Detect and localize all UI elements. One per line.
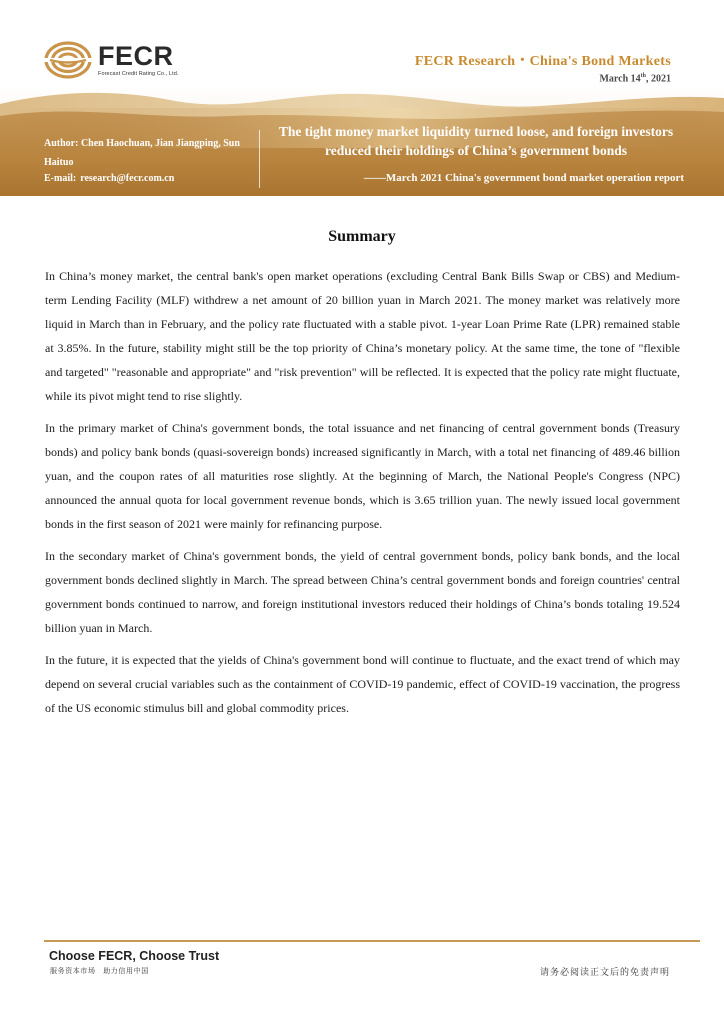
series-title: FECR Research・China's Bond Markets [414,54,671,69]
logo-wordmark: FECR [98,40,174,71]
author-email [44,173,174,184]
summary-body [45,264,680,728]
logo-subtitle: Forecast Credit Rating Co., Ltd. [98,70,179,77]
report-date-suffix: th [640,73,646,79]
summary-paragraph-secondary-market: In the secondary market of China's government bonds, the yield of central government bonds, policy bank bonds, and the local government bonds declined slightly in March. The spread between China’s central government bonds and foreign countries' central government bonds continued to narrow, and foreign institutional investors reduced their holdings of China’s bonds totaling 19.524 billion yuan in March. [45,549,680,635]
summary-paragraph-primary-market: In the primary market of China's government bonds, the total issuance and net financing of central government bonds (Treasury bonds) and policy bank bonds (quasi-sovereign bonds) increased significantly in March, with a total net financing of 489.46 billion yuan, and the coupon rates of all maturities rose slightly. At the beginning of March, the National People's Congress (NPC) announced the annual quota for local government revenue bonds, which is 3.65 trillion yuan. The newly issued local government bonds in the first season of 2021 were mainly for refinancing purpose. [45,421,680,531]
banner-divider [259,130,260,188]
report-date-main: March 14 [599,73,641,85]
author-list: Author: Chen Haochuan, Jian Jiangping, Sun Haituo [44,138,240,168]
summary-paragraph-money-market: In China’s money market, the central bank's open market operations (excluding Central Bank Bills Swap or CBS) and Medium-term Lending Facility (MLF) withdrew a net amount of 20 billion yuan in March 2021. The money market was relatively more liquid in March than in February, and the policy rate fluctuated with a stable pivot. 1-year Loan Prime Rate (LPR) remained stable at 3.85%. In the future, stability might still be the top priority of China’s monetary policy. At the same time, the tone of "flexible and targeted" "reasonable and appropriate" and "risk prevention" will be reflected. It is expected that the policy rate might fluctuate, while its pivot might tend to rise slightly. [45,269,680,403]
footer-slogan-chinese: 服务资本市场 助力信用中国 [50,967,149,975]
footer-slogan: Choose FECR, Choose Trust [49,949,220,963]
footer-divider [44,940,700,942]
report-date-year: , 2021 [646,73,671,85]
fecr-logo-icon [44,40,92,80]
report-date [599,73,671,84]
summary-paragraph-outlook: In the future, it is expected that the yields of China's government bond will continue to fluctuate, and the exact trend of which may depend on several crucial variables such as the containment of COVID-19 pandemic, effect of COVID-19 vaccination, the progress of the US economic stimulus bill and global commodity prices. [45,653,680,715]
fecr-logo [44,40,179,80]
footer-disclaimer: 请务必阅读正文后的免责声明 [539,968,670,978]
email-label: E-mail: [44,173,77,184]
report-title: The tight money market liquidity turned loose, and foreign investors reduced their holdings of China’s government bonds [278,124,674,158]
email-address[interactable]: research@fecr.com.cn [80,173,175,184]
summary-heading: Summary [328,228,396,245]
report-subtitle: ——March 2021 China's government bond market operation report [363,172,684,184]
